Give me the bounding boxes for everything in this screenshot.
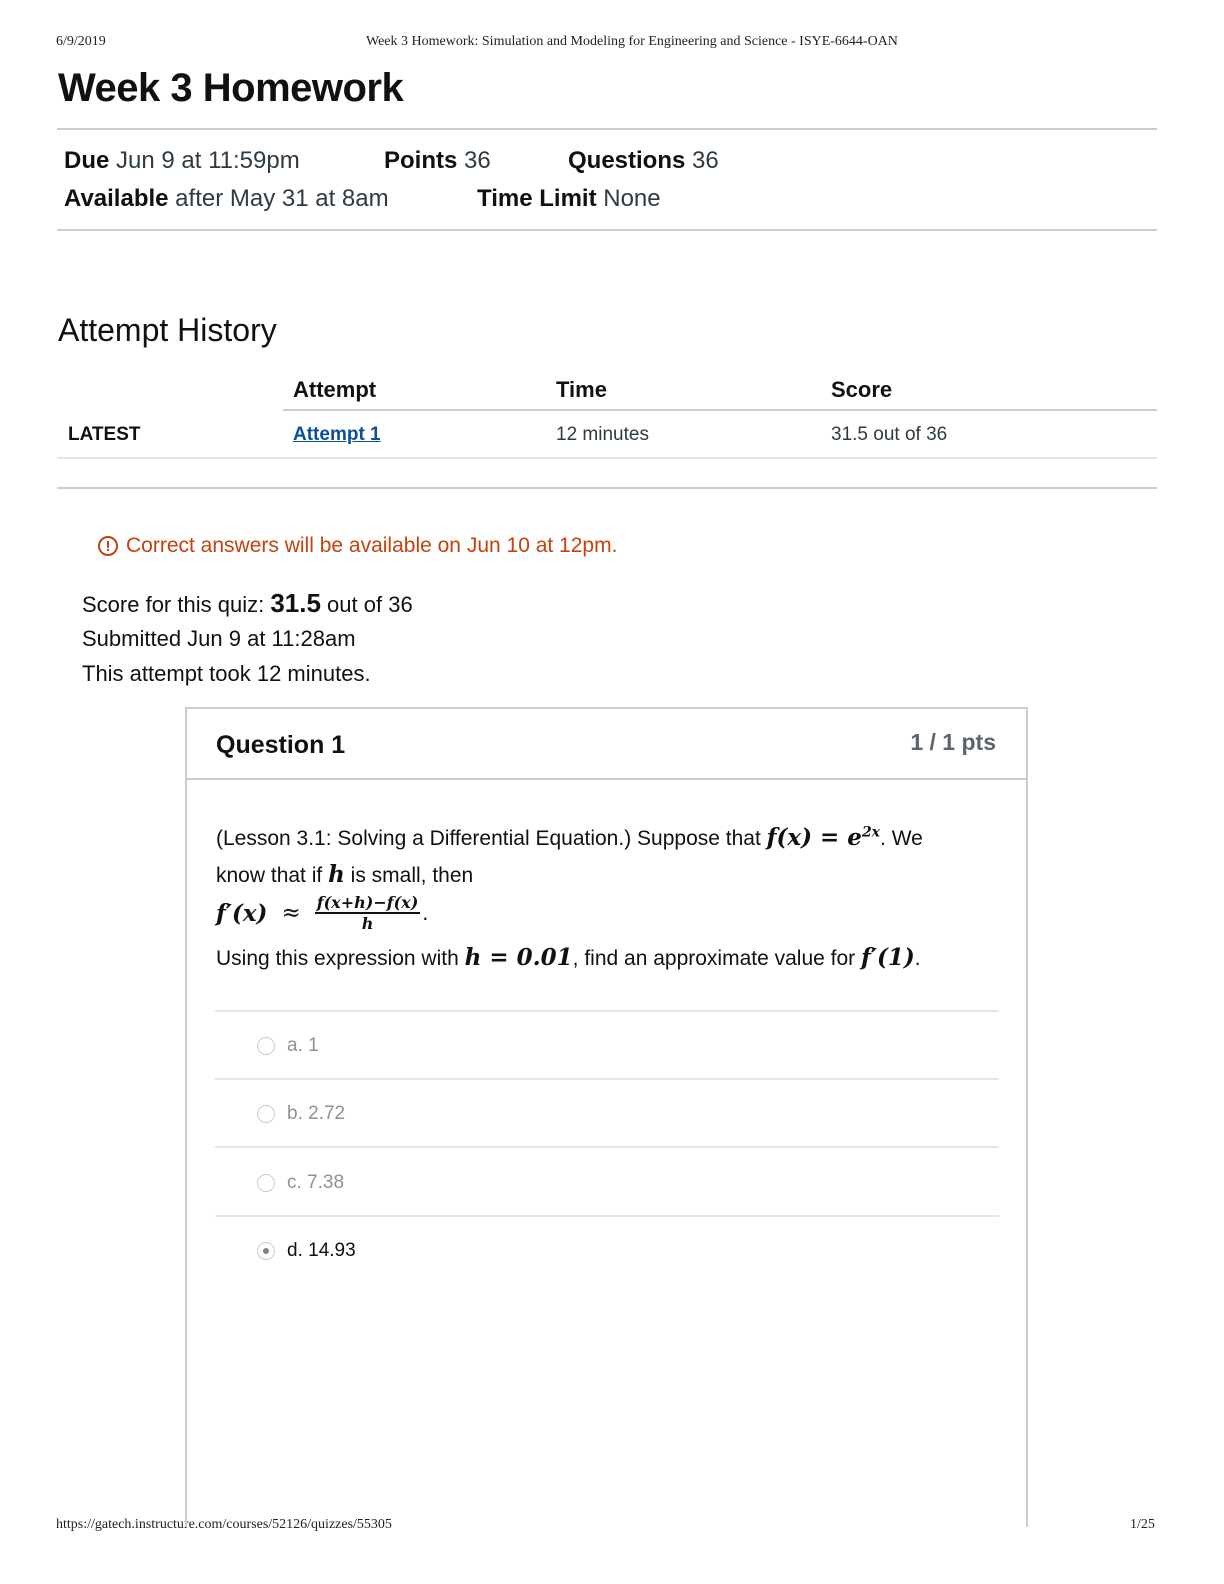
answer-divider: [215, 1078, 999, 1080]
warning-icon: !: [98, 536, 118, 556]
answer-divider: [215, 1010, 999, 1012]
question-text: is small, then: [350, 864, 474, 887]
time-limit-value: None: [603, 185, 661, 212]
submitted-time: Submitted Jun 9 at 11:28am: [82, 626, 356, 651]
question-points: 1 / 1 pts: [910, 729, 996, 755]
radio-button[interactable]: [257, 1037, 275, 1055]
divider: [57, 128, 1157, 130]
table-row-rule: [57, 457, 1157, 459]
quiz-score: [82, 588, 413, 619]
score-suffix: out of 36: [327, 592, 413, 617]
fraction-denominator: h: [361, 914, 374, 933]
radio-button[interactable]: [257, 1174, 275, 1192]
points-label: Points: [384, 147, 458, 174]
divider: [57, 229, 1157, 231]
time-limit-label: Time Limit: [477, 185, 597, 212]
question-text: . We: [880, 827, 923, 850]
print-page-title: Week 3 Homework: Simulation and Modeling for Engineering and Science - ISYE-6644-OAN: [366, 34, 898, 49]
notice-text: Correct answers will be available on Jun 10 at 12pm.: [126, 534, 618, 557]
question-text-line-1: [216, 824, 923, 851]
divider: [57, 487, 1157, 489]
questions-label: Questions: [568, 147, 686, 174]
attempt-time: 12 minutes: [556, 424, 649, 445]
answer-option-d[interactable]: [257, 1240, 356, 1262]
answer-label: b. 2.72: [287, 1103, 346, 1124]
due-label: Due: [64, 147, 110, 174]
question-title: Question 1: [216, 731, 346, 759]
attempt-history-title: Attempt History: [58, 312, 277, 348]
math-expression: h = 0.01: [464, 944, 573, 971]
score-value: 31.5: [270, 588, 321, 618]
due-date: [64, 147, 300, 175]
attempt-score: 31.5 out of 36: [831, 424, 948, 445]
column-header-score: Score: [831, 377, 893, 402]
question-text-line-4: [216, 944, 921, 971]
radio-button[interactable]: [257, 1105, 275, 1123]
question-text: , find an approximate value for: [572, 947, 856, 970]
question-text: (Lesson 3.1: Solving a Differential Equation.) Suppose that: [216, 827, 761, 850]
attempt-link[interactable]: Attempt 1: [293, 424, 381, 445]
questions-value: 36: [692, 147, 719, 174]
math-symbol: ≈: [281, 900, 301, 926]
radio-button-selected[interactable]: [257, 1242, 275, 1260]
question-header: [187, 709, 1026, 780]
fraction: [315, 893, 421, 933]
available-value: after May 31 at 8am: [175, 185, 389, 212]
score-prefix: Score for this quiz:: [82, 592, 265, 617]
print-url: https://gatech.instructure.com/courses/52126/quizzes/55305: [56, 1517, 392, 1532]
points: [384, 147, 491, 175]
answer-label: a. 1: [287, 1035, 319, 1056]
answer-option-b[interactable]: [257, 1103, 345, 1125]
answer-divider: [215, 1146, 999, 1148]
column-header-attempt: Attempt: [293, 377, 377, 402]
question-text: know that if: [216, 864, 323, 887]
answer-option-a[interactable]: [257, 1035, 319, 1057]
due-value: Jun 9 at 11:59pm: [116, 147, 300, 174]
page-title: Week 3 Homework: [58, 66, 404, 110]
table-row: [57, 411, 1157, 457]
questions-count: [568, 147, 719, 175]
question-text: .: [914, 947, 921, 970]
math-expression: f′(x): [216, 899, 268, 927]
answer-divider: [215, 1215, 999, 1217]
fraction-numerator: f(x+h)−f(x): [316, 893, 419, 912]
available-label: Available: [64, 185, 169, 212]
column-header-time: Time: [556, 377, 607, 402]
answer-label: c. 7.38: [287, 1172, 345, 1193]
points-value: 36: [464, 147, 491, 174]
derivative-formula: f′(x) ≈ $\frac{f(x+h)-f(x)}{h}$ .: [216, 893, 429, 933]
availability: [64, 185, 389, 213]
math-variable: h: [328, 861, 345, 888]
print-date: 6/9/2019: [56, 34, 106, 49]
correct-answers-notice: [98, 534, 617, 558]
math-expression: f′(1): [861, 944, 915, 971]
answer-label: d. 14.93: [287, 1240, 356, 1261]
print-page-number: 1/25: [1130, 1517, 1155, 1532]
attempt-duration: This attempt took 12 minutes.: [82, 661, 371, 686]
question-text-line-2: [216, 861, 473, 888]
answer-option-c[interactable]: [257, 1172, 344, 1194]
latest-tag: LATEST: [68, 424, 141, 445]
time-limit: [477, 185, 661, 213]
math-expression: $f(x) = e^{2x}$: [766, 824, 881, 851]
question-text: Using this expression with: [216, 947, 459, 970]
